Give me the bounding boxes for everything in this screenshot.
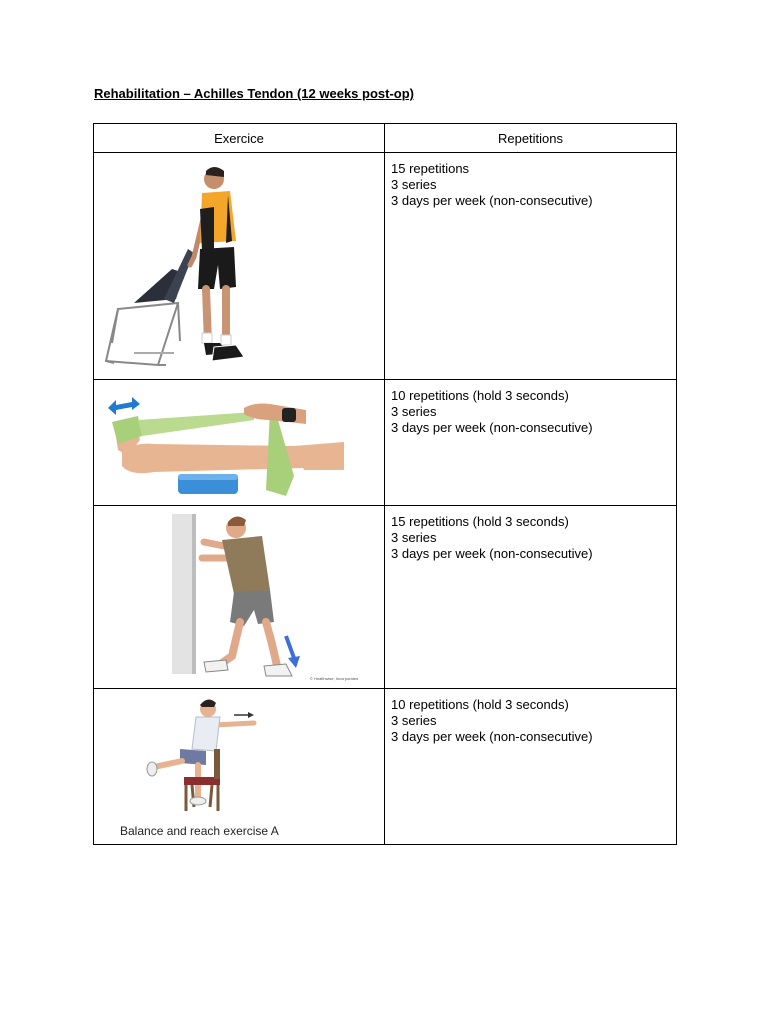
repetitions-cell [385,689,677,845]
table-row [94,380,677,506]
table-row [94,153,677,380]
heel-raise-illustration [94,153,385,379]
exercise-image-cell [94,689,385,845]
series-line: 3 series [391,713,437,728]
image-credit: © Healthwise, Incorporated [310,676,359,681]
repetitions-line: 15 repetitions [391,161,470,176]
header-exercise: Exercice [94,124,385,153]
exercise-table [93,123,677,845]
repetitions-line: 10 repetitions (hold 3 seconds) [391,388,569,403]
series-line: 3 series [391,404,437,419]
series-line: 3 series [391,177,437,192]
repetitions-line: 10 repetitions (hold 3 seconds) [391,697,569,712]
frequency-line: 3 days per week (non-consecutive) [391,420,593,435]
frequency-line: 3 days per week (non-consecutive) [391,546,593,561]
wall-stretch-illustration [94,506,385,688]
table-header-row [94,124,677,153]
exercise-image-cell [94,153,385,380]
series-line: 3 series [391,530,437,545]
frequency-line: 3 days per week (non-consecutive) [391,729,593,744]
illustration-caption: Balance and reach exercise A [120,824,279,838]
repetitions-cell [385,153,677,380]
balance-reach-illustration [94,689,385,844]
exercise-image-cell [94,506,385,689]
frequency-line: 3 days per week (non-consecutive) [391,193,593,208]
table-row [94,506,677,689]
header-repetitions: Repetitions [385,124,677,153]
exercise-image-cell [94,380,385,506]
table-row [94,689,677,845]
document-title: Rehabilitation – Achilles Tendon (12 weeks post-op) [94,86,414,101]
band-flexion-illustration [94,380,385,505]
repetitions-cell [385,380,677,506]
repetitions-line: 15 repetitions (hold 3 seconds) [391,514,569,529]
repetitions-cell [385,506,677,689]
